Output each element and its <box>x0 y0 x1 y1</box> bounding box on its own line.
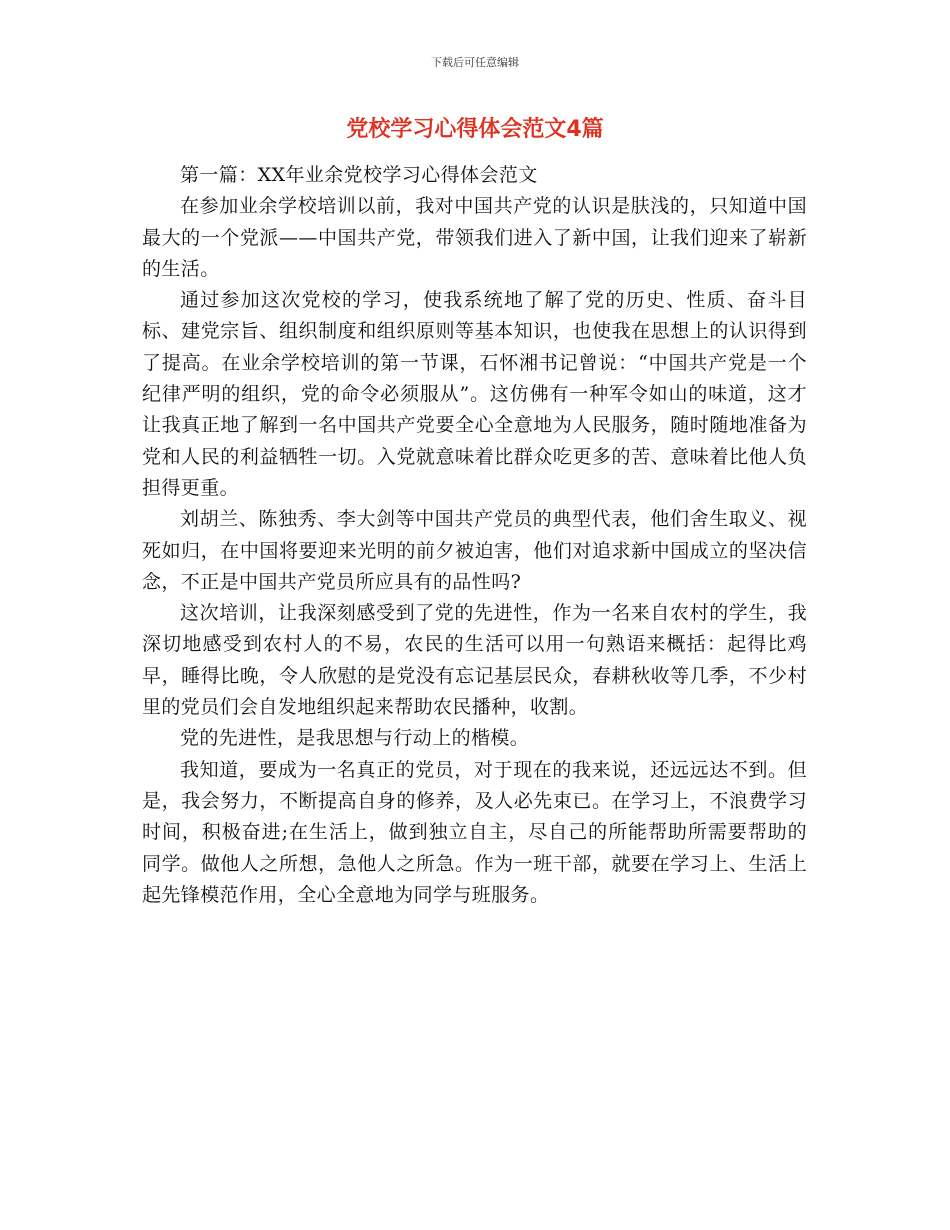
document-title: 党校学习心得体会范文4篇 <box>346 117 604 142</box>
paragraph: 在参加业余学校培训以前，我对中国共产党的认识是肤浅的，只知道中国最大的一个党派——中国共产党，带领我们进入了新中国，让我们迎来了崭新的生活。 <box>142 195 807 280</box>
paragraph: 党的先进性，是我思想与行动上的楷模。 <box>180 727 530 750</box>
paragraph: 我知道，要成为一名真正的党员，对于现在的我来说，还远远达不到。但是，我会努力，不断提高自身的修养，及人必先束已。在学习上，不浪费学习时间，积极奋进;在生活上，做到独立自主，尽自己的所能帮助所需要帮助的同学。做他人之所想，急他人之所急。作为一班干部，就要在学习上、生活上起先锋模范作用，全心全意地为同学与班服务。 <box>142 758 807 906</box>
paragraph-section-heading: 第一篇：XX年业余党校学习心得体会范文 <box>180 164 538 186</box>
document-body <box>142 160 807 911</box>
paragraph: 通过参加这次党校的学习，使我系统地了解了党的历史、性质、奋斗目标、建党宗旨、组织制度和组织原则等基本知识，也使我在思想上的认识得到了提高。在业余学校培训的第一节课，石怀湘书记曾说：“中国共产党是一个纪律严明的组织，党的命令必须服从”。这仿佛有一种军令如山的味道，这才让我真正地了解到一名中国共产党要全心全意地为人民服务，随时随地准备为党和人民的利益牺牲一切。入党就意味着比群众吃更多的苦、意味着比他人负担得更重。 <box>142 289 807 499</box>
paragraph: 刘胡兰、陈独秀、李大剑等中国共产党员的典型代表，他们舍生取义、视死如归，在中国将要迎来光明的前夕被迫害，他们对追求新中国成立的坚决信念，不正是中国共产党员所应具有的品性吗? <box>142 508 807 593</box>
header-note: 下载后可任意编辑 <box>431 56 519 69</box>
paragraph: 这次培训，让我深刻感受到了党的先进性，作为一名来自农村的学生，我深切地感受到农村人的不易，农民的生活可以用一句熟语来概括：起得比鸡早，睡得比晚，令人欣慰的是党没有忘记基层民众，春耕秋收等几季，不少村里的党员们会自发地组织起来帮助农民播种，收割。 <box>142 602 807 719</box>
